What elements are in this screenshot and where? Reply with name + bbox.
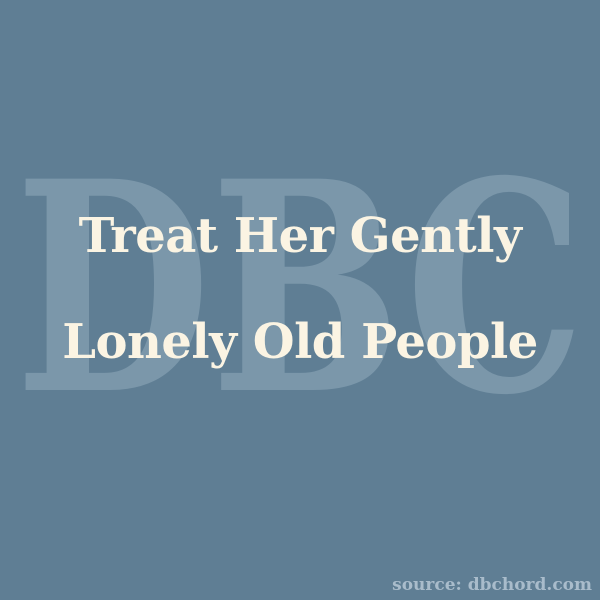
watermark-text: DBC bbox=[15, 150, 585, 430]
song-title-line-2: Lonely Old People bbox=[62, 314, 538, 370]
song-title-line-1: Treat Her Gently bbox=[78, 208, 522, 264]
source-credit: source: dbchord.com bbox=[392, 575, 592, 595]
dbc-watermark bbox=[10, 150, 590, 430]
